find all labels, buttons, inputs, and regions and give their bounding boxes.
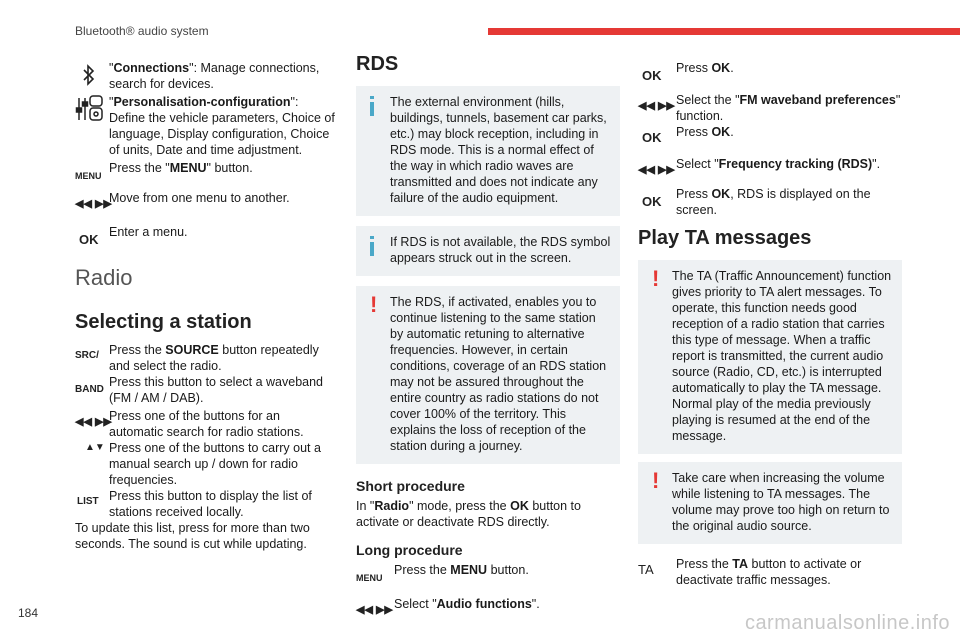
step-press-ok-3: OK Press OK, RDS is displayed on the screen. xyxy=(642,187,871,217)
ta-button-icon: TA xyxy=(638,562,654,577)
band-item: BAND Press this button to select a waveband (FM / AM / DAB). xyxy=(75,375,324,405)
navigate-item: ◀◀ ▶▶ Move from one menu to another. xyxy=(75,191,290,210)
bluetooth-icon xyxy=(75,64,103,91)
watermark: carmanualsonline.info xyxy=(744,612,950,634)
warning-icon: ! xyxy=(652,468,660,493)
radio-heading: Radio xyxy=(75,265,133,290)
up-down-arrows-icon: ▲▼ xyxy=(85,442,105,453)
menu-item: MENU Press the "MENU" button. xyxy=(75,160,337,190)
warning-note-rds: ! The RDS, if activated, enables you to continue listening to the same station by automatic retuning to alternative frequencies. However, in certain conditions, coverage of an RDS station may not be assured throughout the entire country as radio stations do not cover 100% of the territory. This explains the loss of reception of the station during a journey. xyxy=(356,286,620,464)
column-3 xyxy=(638,60,902,590)
left-right-arrows-icon: ◀◀ ▶▶ xyxy=(75,198,112,210)
page-number: 184 xyxy=(18,606,39,620)
source-button-icon: SRC/ xyxy=(75,350,99,361)
auto-search-item: ◀◀ ▶▶ Press one of the buttons for an automatic search for radio stations. xyxy=(75,409,304,439)
warning-icon: ! xyxy=(652,266,660,291)
manual-search-item: ▲▼ Press one of the buttons to carry out a manual search up / down for radio frequencies. xyxy=(85,441,321,487)
warning-icon: ! xyxy=(370,292,378,317)
enter-menu-item: OK Enter a menu. xyxy=(79,225,188,247)
left-right-arrows-icon: ◀◀ ▶▶ xyxy=(356,604,393,616)
long-step-audio: ◀◀ ▶▶ Select "Audio functions". xyxy=(356,597,540,616)
ta-heading: Play TA messages xyxy=(638,227,812,249)
personalisation-item: "Personalisation-configuration": Define the vehicle parameters, Choice of language, Display configuration, Choice of units, Date and time adjustment. xyxy=(75,94,337,160)
column-1 xyxy=(75,60,337,552)
menu-button-icon: MENU xyxy=(75,171,102,181)
long-step-menu: MENU Press the MENU button. xyxy=(356,562,620,596)
short-procedure-text: In "Radio" mode, press the OK button to activate or deactivate RDS directly. xyxy=(356,499,581,529)
step-frequency-tracking: ◀◀ ▶▶ Select "Frequency tracking (RDS)". xyxy=(638,157,881,176)
ok-button-icon: OK xyxy=(642,68,662,83)
column-2 xyxy=(356,53,620,620)
long-procedure-heading: Long procedure xyxy=(356,542,463,558)
warning-note-volume: ! Take care when increasing the volume while listening to TA messages. The volume may prove too high on return to the original audio source. xyxy=(638,462,902,544)
ta-button-step: TA Press the TA button to activate or deactivate traffic messages. xyxy=(638,557,862,587)
ok-button-icon: OK xyxy=(642,194,662,209)
step-fm-preferences: ◀◀ ▶▶ Select the "FM waveband preferences" function. xyxy=(638,93,901,123)
list-item: LIST Press this button to display the list of stations received locally. xyxy=(77,489,312,519)
rds-heading: RDS xyxy=(356,53,399,75)
info-note-rds-unavailable: If RDS is not available, the RDS symbol appears struck out in the screen. xyxy=(356,226,620,276)
info-note-environment: The external environment (hills, buildings, tunnels, basement car parks, etc.) may block reception, including in RDS mode. This is a normal effect of the way in which radio waves are transmitted and does not indicate any failure of the audio equipment. xyxy=(356,86,620,216)
list-button-icon: LIST xyxy=(77,496,99,507)
menu-button-icon: MENU xyxy=(356,573,383,583)
ok-button-icon: OK xyxy=(79,232,99,247)
left-right-arrows-icon: ◀◀ ▶▶ xyxy=(638,164,675,176)
step-press-ok-2: OK Press OK. xyxy=(642,125,734,145)
band-button-icon: BAND xyxy=(75,384,104,395)
seek-arrows-icon: ◀◀ ▶▶ xyxy=(75,416,112,428)
connections-item: "Connections": Manage connections, search for devices. xyxy=(75,60,337,94)
settings-sliders-icon xyxy=(75,94,105,127)
header-title: Bluetooth® audio system xyxy=(75,24,209,38)
source-item: SRC/ Press the SOURCE button repeatedly and select the radio. xyxy=(75,343,319,373)
selecting-station-heading: Selecting a station xyxy=(75,311,252,333)
update-list-text: To update this list, press for more than two seconds. The sound is cut while updating. xyxy=(75,521,310,551)
ok-button-icon: OK xyxy=(642,130,662,145)
warning-note-ta: ! The TA (Traffic Announcement) function gives priority to TA alert messages. To operate, this function needs good reception of a radio station that carries this type of message. When a traffic report is transmitted, the current audio source (Radio, CD, etc.) is interrupted automatically to play the TA message. Normal play of the media previously playing is resumed at the end of the message. xyxy=(638,260,902,454)
short-procedure-heading: Short procedure xyxy=(356,478,465,494)
left-right-arrows-icon: ◀◀ ▶▶ xyxy=(638,100,675,112)
header-accent-bar xyxy=(488,28,960,35)
step-press-ok-1: OK Press OK. xyxy=(642,61,734,83)
